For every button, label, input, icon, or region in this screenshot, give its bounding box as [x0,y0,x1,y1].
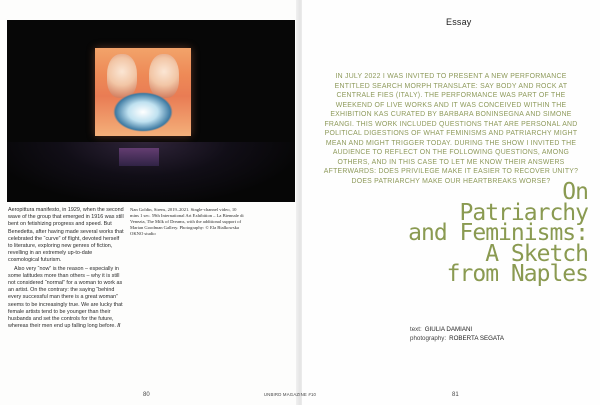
credit-text-label: text: [410,326,422,333]
page-number-left: 80 [143,392,150,398]
credits [410,325,560,343]
body-paragraph-1: Aeropittura manifesto, in 1929, when the second wave of the group that emerged in 1916 was still bent on fetishizing progress and speed. But Benedetta, after having made several works that celebrated the “curve” of flight, devoted herself to literature, exploring new genres of fiction, revelling in an extremely up-to-date cosmological futurism. [8,207,124,264]
article-title [392,179,588,287]
title-line-2: Patriarchy [459,199,588,226]
credit-photo-label: photography: [410,335,447,342]
floor-projection [119,148,159,166]
credit-photo [410,334,560,343]
intro-text: IN JULY 2022 I WAS INVITED TO PRESENT A NEW PERFORMANCE ENTITLED SEARCH MORPH TRANSLATE: SAY BODY AND ROCK AT CENTRALE FIES (ITALY). THE PERFORMANCE WAS PART OF THE WEEKEND OF LIVE WORKS AND IT WAS CONCEIVED WITHIN THE EXHIBITION KAS CURATED BY BARBARA BONINSEGNA AND SIMONE FRANGI. THIS WORK INCLUDED QUESTIONS THAT ARE PERSONAL AND POLITICAL DIGESTIONS OF WHAT FEMINISMS AND PATRIARCHY MIGHT MEAN AND MIGHT TRIGGER TODAY. DURING THE SHOW I INVITED THE AUDIENCE TO REFLECT ON THE FOLLOWING QUESTIONS, AMONG OTHERS, AND IN THIS CASE TO LET ME KNOW THEIR ANSWERS AFTERWARDS: DOES PRIVILEGE MAKE IT EASIER TO RECOVER UNITY? DOES PATRIARCHY MAKE OUR HEARTBREAKS WORSE? [323,73,579,185]
title-line-1: On [562,179,588,205]
body-paragraph-2-text: Also very “now” is the reason – especially in some latitudes more than others – why it is still not considered “normal” for a woman to work as an artist. On the contrary: the saying “behind every successful man there is a great woman” seems to be increasingly true. We are lucky that female artists tend to be younger than their husbands and set the controls for the future, whereas their men end up falling long before. [8,265,123,330]
end-mark: // [117,323,121,330]
title-line-3: and Feminisms: [408,220,588,246]
left-body-text [8,207,124,331]
credit-text-author: GIULIA DAMIANI [424,326,473,333]
credit-text [410,325,560,334]
page-number-right: 81 [452,392,459,398]
body-paragraph-2 [8,266,124,331]
title-line-4: A Sketch [485,240,588,267]
installation-photo [7,20,295,202]
light-burst [113,92,173,132]
projection-screen [95,48,191,136]
section-label: Essay [446,17,472,27]
title-line-5: from Naples [446,261,588,287]
credit-photo-author: ROBERTA SEGATA [449,335,505,342]
left-page [0,0,298,405]
photo-caption: Nan Goldin, Sirens, 2019–2021. Single-channel video, 10 mins 1 sec. 59th International Art Exhibition – La Biennale di Venezia, The Milk of Dreams, with the additional support of Marian Goodman Gallery. Photography: © Ela Bialkowska OKNO studio [130,207,244,236]
magazine-name: UNBIRD MAGAZINE #10 [263,392,317,397]
